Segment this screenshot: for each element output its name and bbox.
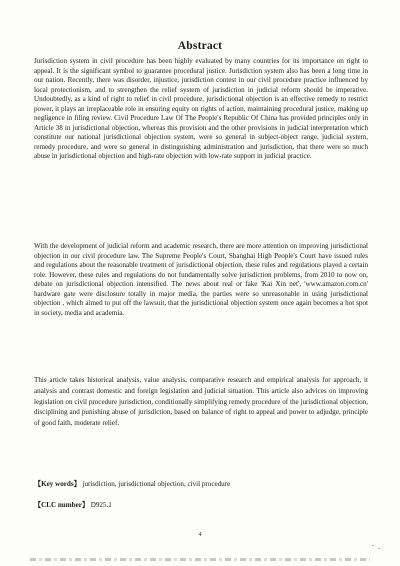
abstract-paragraph-2: With the development of judicial reform and academic research, there are more attention on improving jurisdictional objection in our civil procedure law. The Supreme People's Court, Shanghai High People's Court have issued rules and regulations about the reasonable treatment of jurisdictional objection, these rules and regulations played a certain role. However, these rules and regulations do not fundamentally solve jurisdiction problems, from 2010 to now on, debate on jurisdictional objection intensified. The news about real or fake 'Kai Xin net', 'www.amazon.com.cn' hardware gate were disclosure totally in major media, the parties were so unreasonable in using jurisdictional objection , which aimed to put off the lawsuit, that the jurisdictional objection system once again becomes a hot spot in society, media and academia.: [34, 242, 368, 317]
keywords-value: jurisdiction, jurisdictional objection, civil procedure: [82, 480, 231, 488]
clc-label: 【CLC number】: [34, 501, 89, 509]
keywords-label: 【Key words】: [34, 480, 81, 488]
clc-value: D925.1: [90, 501, 112, 509]
scan-speck: [378, 548, 380, 549]
keywords-line: [34, 480, 230, 489]
scan-bleed-through: [30, 558, 370, 561]
scan-speck: [372, 545, 374, 546]
abstract-paragraph-1: Jurisdiction system in civil procedure has been highly evaluated by many countries for its importance on right to appeal. It is the significant symbol to guarantee procedural justice. Jurisdiction system also has been a long time in our nation. Recently, there was disorder, injustice, jurisdiction contest in our civil procedure practice influenced by local protectionism, and to strengthen the relief system of jurisdiction in judicial reform should be imperative. Undoubtedly, as a kind of right to relief in civil procedure, jurisdictional objection is an effective remedy to restrict power, it plays an irreplaceable role in ensuring equity on rights of action, maintaining procedural justice, making up negligence in filing review. Civil Procedure Law Of The People's Republic Of China has provided principles only in Article 38 in jurisdictional objection, whereas this provision and the other provisions in judicial interpretation which constitute our national jurisdictional objection system, were so general in subject-object range, judicial system, remedy procedure, and were so general in distinguishing administration and jurisdiction, that there were so much abuse in jurisdictional objection and high-rate objection with low-rate support in judicial practice.: [34, 57, 368, 160]
page-title: Abstract: [177, 40, 223, 52]
abstract-paragraph-3: This article takes historical analysis, value analysis, comparative research and empirical analysis for approach, it analysis and contrast domestic and foreign legislation and judicial situation. This article also advices on improving legislation on civil procedure jurisdiction, conditionally simplifying remedy procedure of the jurisdictional objection, disciplining and punishing abuse of jurisdiction, based on balance of right to appeal and power to adjudge, principle of good faith, moderate relief.: [34, 376, 368, 428]
clc-line: [34, 501, 112, 510]
page-number: 4: [198, 532, 202, 538]
